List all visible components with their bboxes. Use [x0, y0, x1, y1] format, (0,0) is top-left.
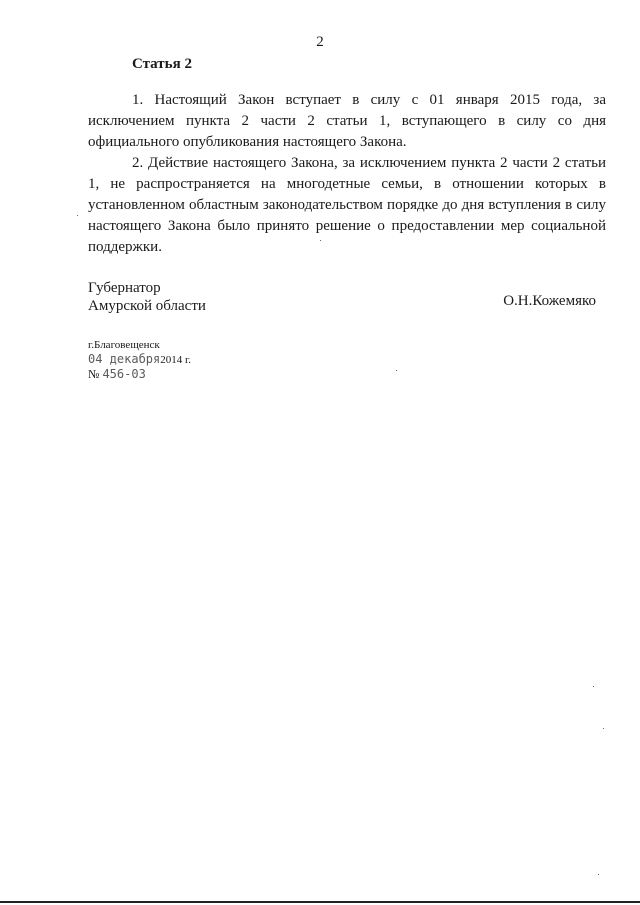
- scan-speck: [593, 686, 594, 687]
- number-sign: №: [88, 367, 100, 381]
- scan-bottom-edge: [0, 901, 640, 903]
- scan-speck: [603, 728, 604, 729]
- article-heading: Статья 2: [132, 56, 192, 72]
- page-number: 2: [316, 34, 324, 50]
- signatory-title-line1: Губернатор: [88, 280, 161, 296]
- law-number: [88, 367, 146, 382]
- number-value: 456-03: [102, 367, 146, 381]
- place-of-signing: г.Благовещенск: [88, 339, 160, 351]
- signatory-name: О.Н.Кожемяко: [503, 293, 596, 309]
- article-body: [88, 90, 606, 258]
- signatory-title-line2: Амурской области: [88, 298, 206, 314]
- date-year: 2014 г.: [160, 354, 192, 366]
- paragraph-2: 2. Действие настоящего Закона, за исключением пункта 2 части 2 статьи 1, не распространяется на многодетные семьи, в отношении которых в установленном областным законодательством порядке до дня вступления в силу настоящего Закона было принято решение о предоставлении мер социальной поддержки.: [88, 155, 606, 255]
- scan-speck: [320, 240, 321, 241]
- scan-speck: [598, 874, 599, 875]
- date-day-month: 04 декабря: [88, 352, 161, 366]
- scan-speck: [77, 215, 78, 216]
- signing-date: [88, 352, 191, 367]
- paragraph-1: 1. Настоящий Закон вступает в силу с 01 января 2015 года, за исключением пункта 2 части 2 статьи 1, вступающего в силу со дня официального опубликования настоящего Закона.: [88, 92, 606, 150]
- scan-speck: [396, 370, 397, 371]
